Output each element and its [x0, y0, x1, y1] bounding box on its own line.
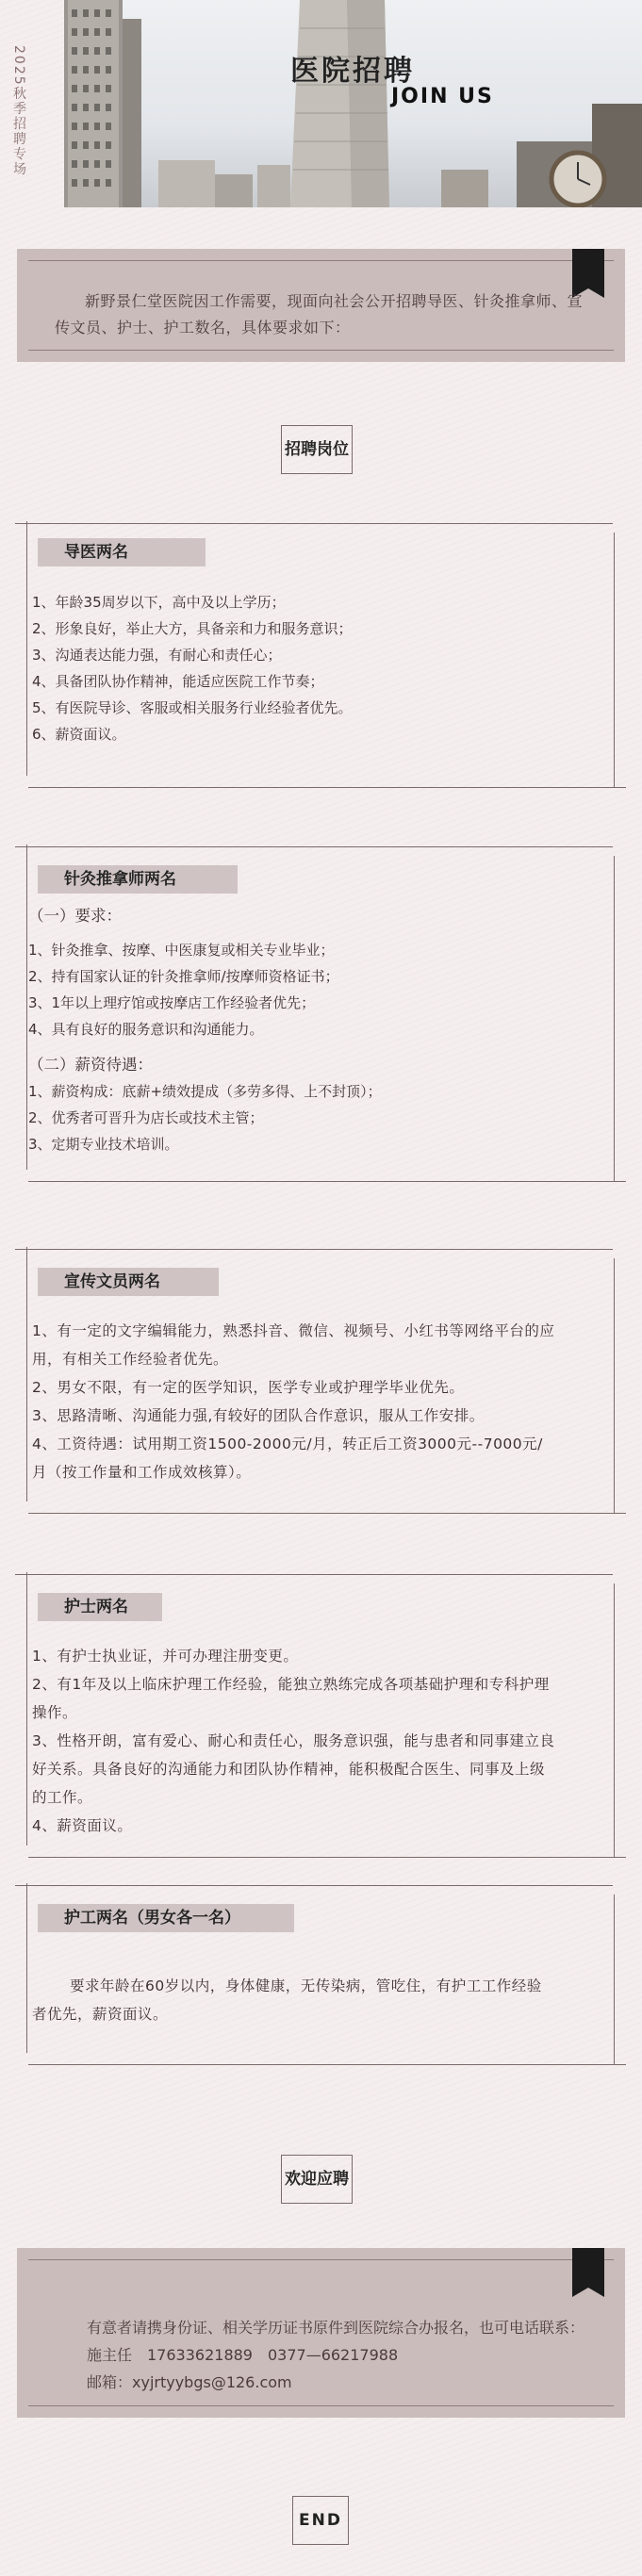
list-item: 1、薪资构成：底薪+绩效提成（多劳多得、上不封顶）； [28, 1083, 382, 1100]
divider [26, 845, 27, 1170]
contact-email: 邮箱：xyjrtyybgs@126.com [87, 2373, 292, 2391]
divider [15, 1885, 613, 1886]
job-title: 导医两名 [32, 538, 211, 566]
list-item: 4、具备团队协作精神，能适应医院工作节奏； [32, 673, 324, 690]
divider [281, 473, 353, 474]
list-item: 要求年龄在60岁以内，身体健康，无传染病，管吃住，有护工工作经验 [70, 1977, 542, 1994]
list-item: 2、优秀者可晋升为店长或技术主管； [28, 1109, 264, 1126]
divider [614, 856, 615, 1181]
list-item: 的工作。 [32, 1789, 93, 1806]
divider [28, 350, 614, 351]
divider [28, 2405, 614, 2406]
job-card-publicity [28, 1249, 613, 1513]
list-item: 2、有1年及以上临床护理工作经验，能独立熟练完成各项基础护理和专科护理 [32, 1676, 550, 1693]
job-requirements [32, 1972, 598, 2028]
list-item: 3、性格开朗，富有爱心、耐心和责任心，服务意识强，能与患者和同事建立良 [32, 1732, 555, 1749]
section-title-text: 欢迎应聘 [285, 2170, 349, 2189]
list-item: 3、1年以上理疗馆或按摩店工作经验者优先； [28, 994, 316, 1011]
job-requirements [28, 903, 594, 1157]
list-item: 3、定期专业技术培训。 [28, 1136, 179, 1153]
job-card-caregiver [28, 1885, 613, 2064]
contact-box [17, 2248, 625, 2418]
list-item: 好关系。具备良好的沟通能力和团队协作精神，能积极配合医生、同事及上级 [32, 1761, 546, 1778]
job-requirements [32, 589, 598, 747]
job-card-acupuncture [28, 846, 613, 1181]
divider [26, 1883, 27, 2053]
job-requirements [32, 1317, 598, 1486]
list-item: 5、有医院导诊、客服或相关服务行业经验者优先。 [32, 699, 353, 716]
divider [28, 1181, 626, 1182]
list-item: 月（按工作量和工作成效核算）。 [32, 1464, 252, 1481]
job-card-nurse [28, 1574, 613, 1857]
bookmark-icon [572, 249, 604, 288]
intro-text: 新野景仁堂医院因工作需要，现面向社会公开招聘导医、针灸推拿师、宣传文员、护士、护工数名，具体要求如下： [55, 292, 584, 336]
divider [292, 2544, 349, 2545]
list-item: 1、有一定的文字编辑能力，熟悉抖音、微信、视频号、小红书等网络平台的应 [32, 1322, 555, 1339]
list-item: 6、薪资面议。 [32, 726, 126, 743]
divider [15, 1249, 613, 1250]
divider [614, 1258, 615, 1513]
list-item: 者优先，薪资面议。 [32, 2006, 169, 2023]
list-item: 用，有相关工作经验者优先。 [32, 1351, 229, 1368]
list-item: 3、思路清晰、沟通能力强,有较好的团队合作意识，服从工作安排。 [32, 1407, 485, 1424]
list-item: 3、沟通表达能力强，有耐心和责任心； [32, 647, 282, 664]
divider [292, 2496, 349, 2497]
divider [26, 1572, 27, 1846]
contact-phone: 施主任 17633621889 0377—66217988 [87, 2346, 399, 2364]
divider [28, 1513, 626, 1514]
side-event-label: 2025秋季招聘专场 [11, 45, 26, 177]
subsection-heading: （二）薪资待遇： [28, 1056, 153, 1074]
job-title: 护士两名 [32, 1593, 168, 1621]
contact-info [32, 2314, 597, 2396]
divider [281, 2203, 353, 2204]
section-title-positions [281, 429, 353, 470]
list-item: 1、有护士执业证，并可办理注册变更。 [32, 1648, 299, 1665]
end-text: END [299, 2511, 342, 2530]
list-item: 4、具有良好的服务意识和沟通能力。 [28, 1021, 264, 1038]
divider [614, 1895, 615, 2064]
list-item: 2、男女不限，有一定的医学知识，医学专业或护理学毕业优先。 [32, 1379, 465, 1396]
divider [15, 846, 613, 847]
divider [28, 2259, 614, 2260]
section-title-welcome [281, 2158, 353, 2200]
divider [15, 523, 613, 524]
list-item: 1、针灸推拿、按摩、中医康复或相关专业毕业； [28, 942, 335, 959]
list-item: 1、年龄35周岁以下，高中及以上学历； [32, 594, 286, 611]
list-item: 2、持有国家认证的针灸推拿师/按摩师资格证书； [28, 968, 339, 985]
divider [28, 1857, 626, 1858]
bookmark-icon [572, 2248, 604, 2288]
job-title: 护工两名（男女各一名） [32, 1904, 300, 1932]
intro-box [17, 249, 625, 362]
divider [281, 2155, 353, 2156]
page-title: 医院招聘 [290, 55, 415, 88]
contact-text: 有意者请携身份证、相关学历证书原件到医院综合办报名，也可电话联系： [87, 2319, 585, 2337]
divider [28, 260, 614, 261]
divider [28, 787, 626, 788]
list-item: 2、形象良好，举止大方，具备亲和力和服务意识； [32, 620, 353, 637]
job-requirements [32, 1642, 598, 1840]
job-title: 宣传文员两名 [32, 1268, 224, 1296]
header-city-photo [64, 0, 642, 207]
divider [614, 533, 615, 787]
job-title: 针灸推拿师两名 [32, 865, 243, 894]
page-subtitle: JOIN US [391, 85, 494, 108]
divider [28, 2064, 626, 2065]
job-card-guide [28, 523, 613, 787]
divider [26, 1247, 27, 1501]
section-title-text: 招聘岗位 [285, 440, 349, 459]
divider [281, 425, 353, 426]
divider [26, 521, 27, 776]
list-item: 操作。 [32, 1704, 78, 1721]
divider [15, 1574, 613, 1575]
list-item: 4、薪资面议。 [32, 1817, 133, 1834]
list-item: 4、工资待遇：试用期工资1500-2000元/月，转正后工资3000元--7000元/ [32, 1436, 543, 1452]
divider [614, 1583, 615, 1857]
subsection-heading: （一）要求： [28, 907, 122, 925]
end-mark [292, 2500, 349, 2541]
